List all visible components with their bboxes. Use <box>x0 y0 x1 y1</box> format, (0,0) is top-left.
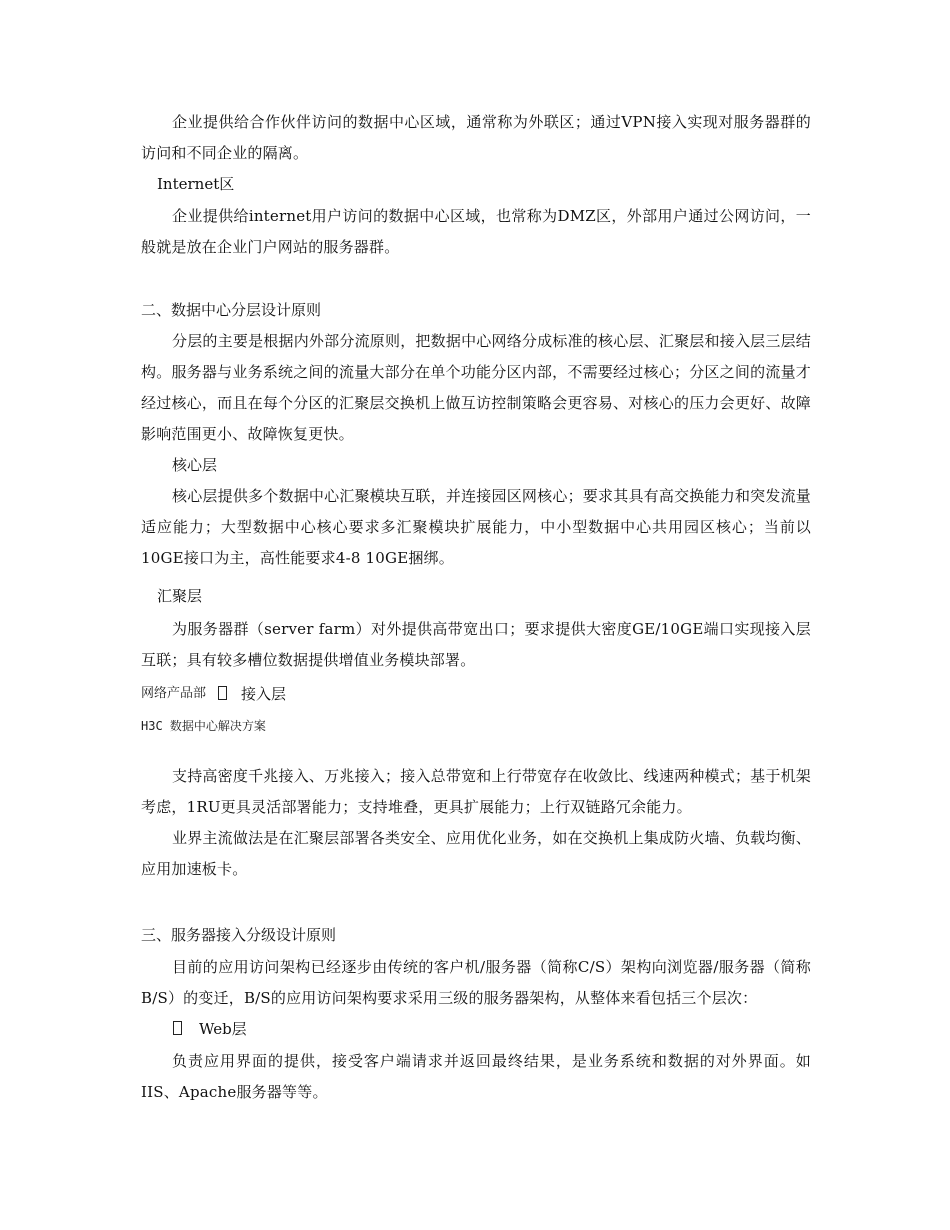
placeholder-box-icon <box>173 1021 182 1035</box>
paragraph-internet-zone: 企业提供给internet用户访问的数据中心区域，也常称为DMZ区，外部用户通过公网访问，一般就是放在企业门户网站的服务器群。 <box>141 207 811 256</box>
footer-department <box>141 684 206 704</box>
paragraph-partner-zone: 企业提供给合作伙伴访问的数据中心区域，通常称为外联区；通过VPN接入实现对服务器群的访问和不同企业的隔离。 <box>141 113 811 162</box>
core-layer-label: 核心层 <box>172 456 218 474</box>
paragraph-server-architecture: 目前的应用访问架构已经逐步由传统的客户机/服务器（简称C/S）架构向浏览器/服务器（简称B/S）的变迁，B/S的应用访问架构要求采用三级的服务器架构，从整体来看包括三个层次： <box>141 958 811 1007</box>
internet-zone-label: Internet区 <box>157 175 235 193</box>
aggregation-layer-label: 汇聚层 <box>157 587 203 605</box>
section-3-heading: 三、服务器接入分级设计原则 <box>141 926 337 944</box>
paragraph-access-layer: 支持高密度千兆接入、万兆接入；接入总带宽和上行带宽存在收敛比、线速两种模式；基于机架考虑，1RU更具灵活部署能力；支持堆叠，更具扩展能力；上行双链路冗余能力。 <box>141 767 811 816</box>
web-layer-label: Web层 <box>199 1020 247 1038</box>
paragraph-aggregation-layer: 为服务器群（server farm）对外提供高带宽出口；要求提供大密度GE/10GE端口实现接入层互联；具有较多槽位数据提供增值业务模块部署。 <box>141 620 811 669</box>
footer-document-title: H3C 数据中心解决方案 <box>141 719 266 733</box>
section-2-heading: 二、数据中心分层设计原则 <box>141 301 322 319</box>
placeholder-box-icon <box>218 686 227 700</box>
paragraph-industry-practice: 业界主流做法是在汇聚层部署各类安全、应用优化业务，如在交换机上集成防火墙、负载均衡、应用加速板卡。 <box>141 829 811 878</box>
paragraph-web-layer: 负责应用界面的提供，接受客户端请求并返回最终结果，是业务系统和数据的对外界面。如IIS、Apache服务器等等。 <box>141 1052 811 1101</box>
department-name: 网络产品部 <box>141 686 207 701</box>
paragraph-core-layer: 核心层提供多个数据中心汇聚模块互联，并连接园区网核心；要求其具有高交换能力和突发流量适应能力；大型数据中心核心要求多汇聚模块扩展能力，中小型数据中心共用园区核心；当前以10GE接口为主，高性能要求4-8 10GE捆绑。 <box>141 487 811 567</box>
paragraph-layer-design: 分层的主要是根据内外部分流原则，把数据中心网络分成标准的核心层、汇聚层和接入层三层结构。服务器与业务系统之间的流量大部分在单个功能分区内部，不需要经过核心；分区之间的流量才经过核心，而且在每个分区的汇聚层交换机上做互访控制策略会更容易、对核心的压力会更好、故障影响范围更小、故障恢复更快。 <box>141 332 811 443</box>
access-layer-label: 接入层 <box>241 685 287 703</box>
